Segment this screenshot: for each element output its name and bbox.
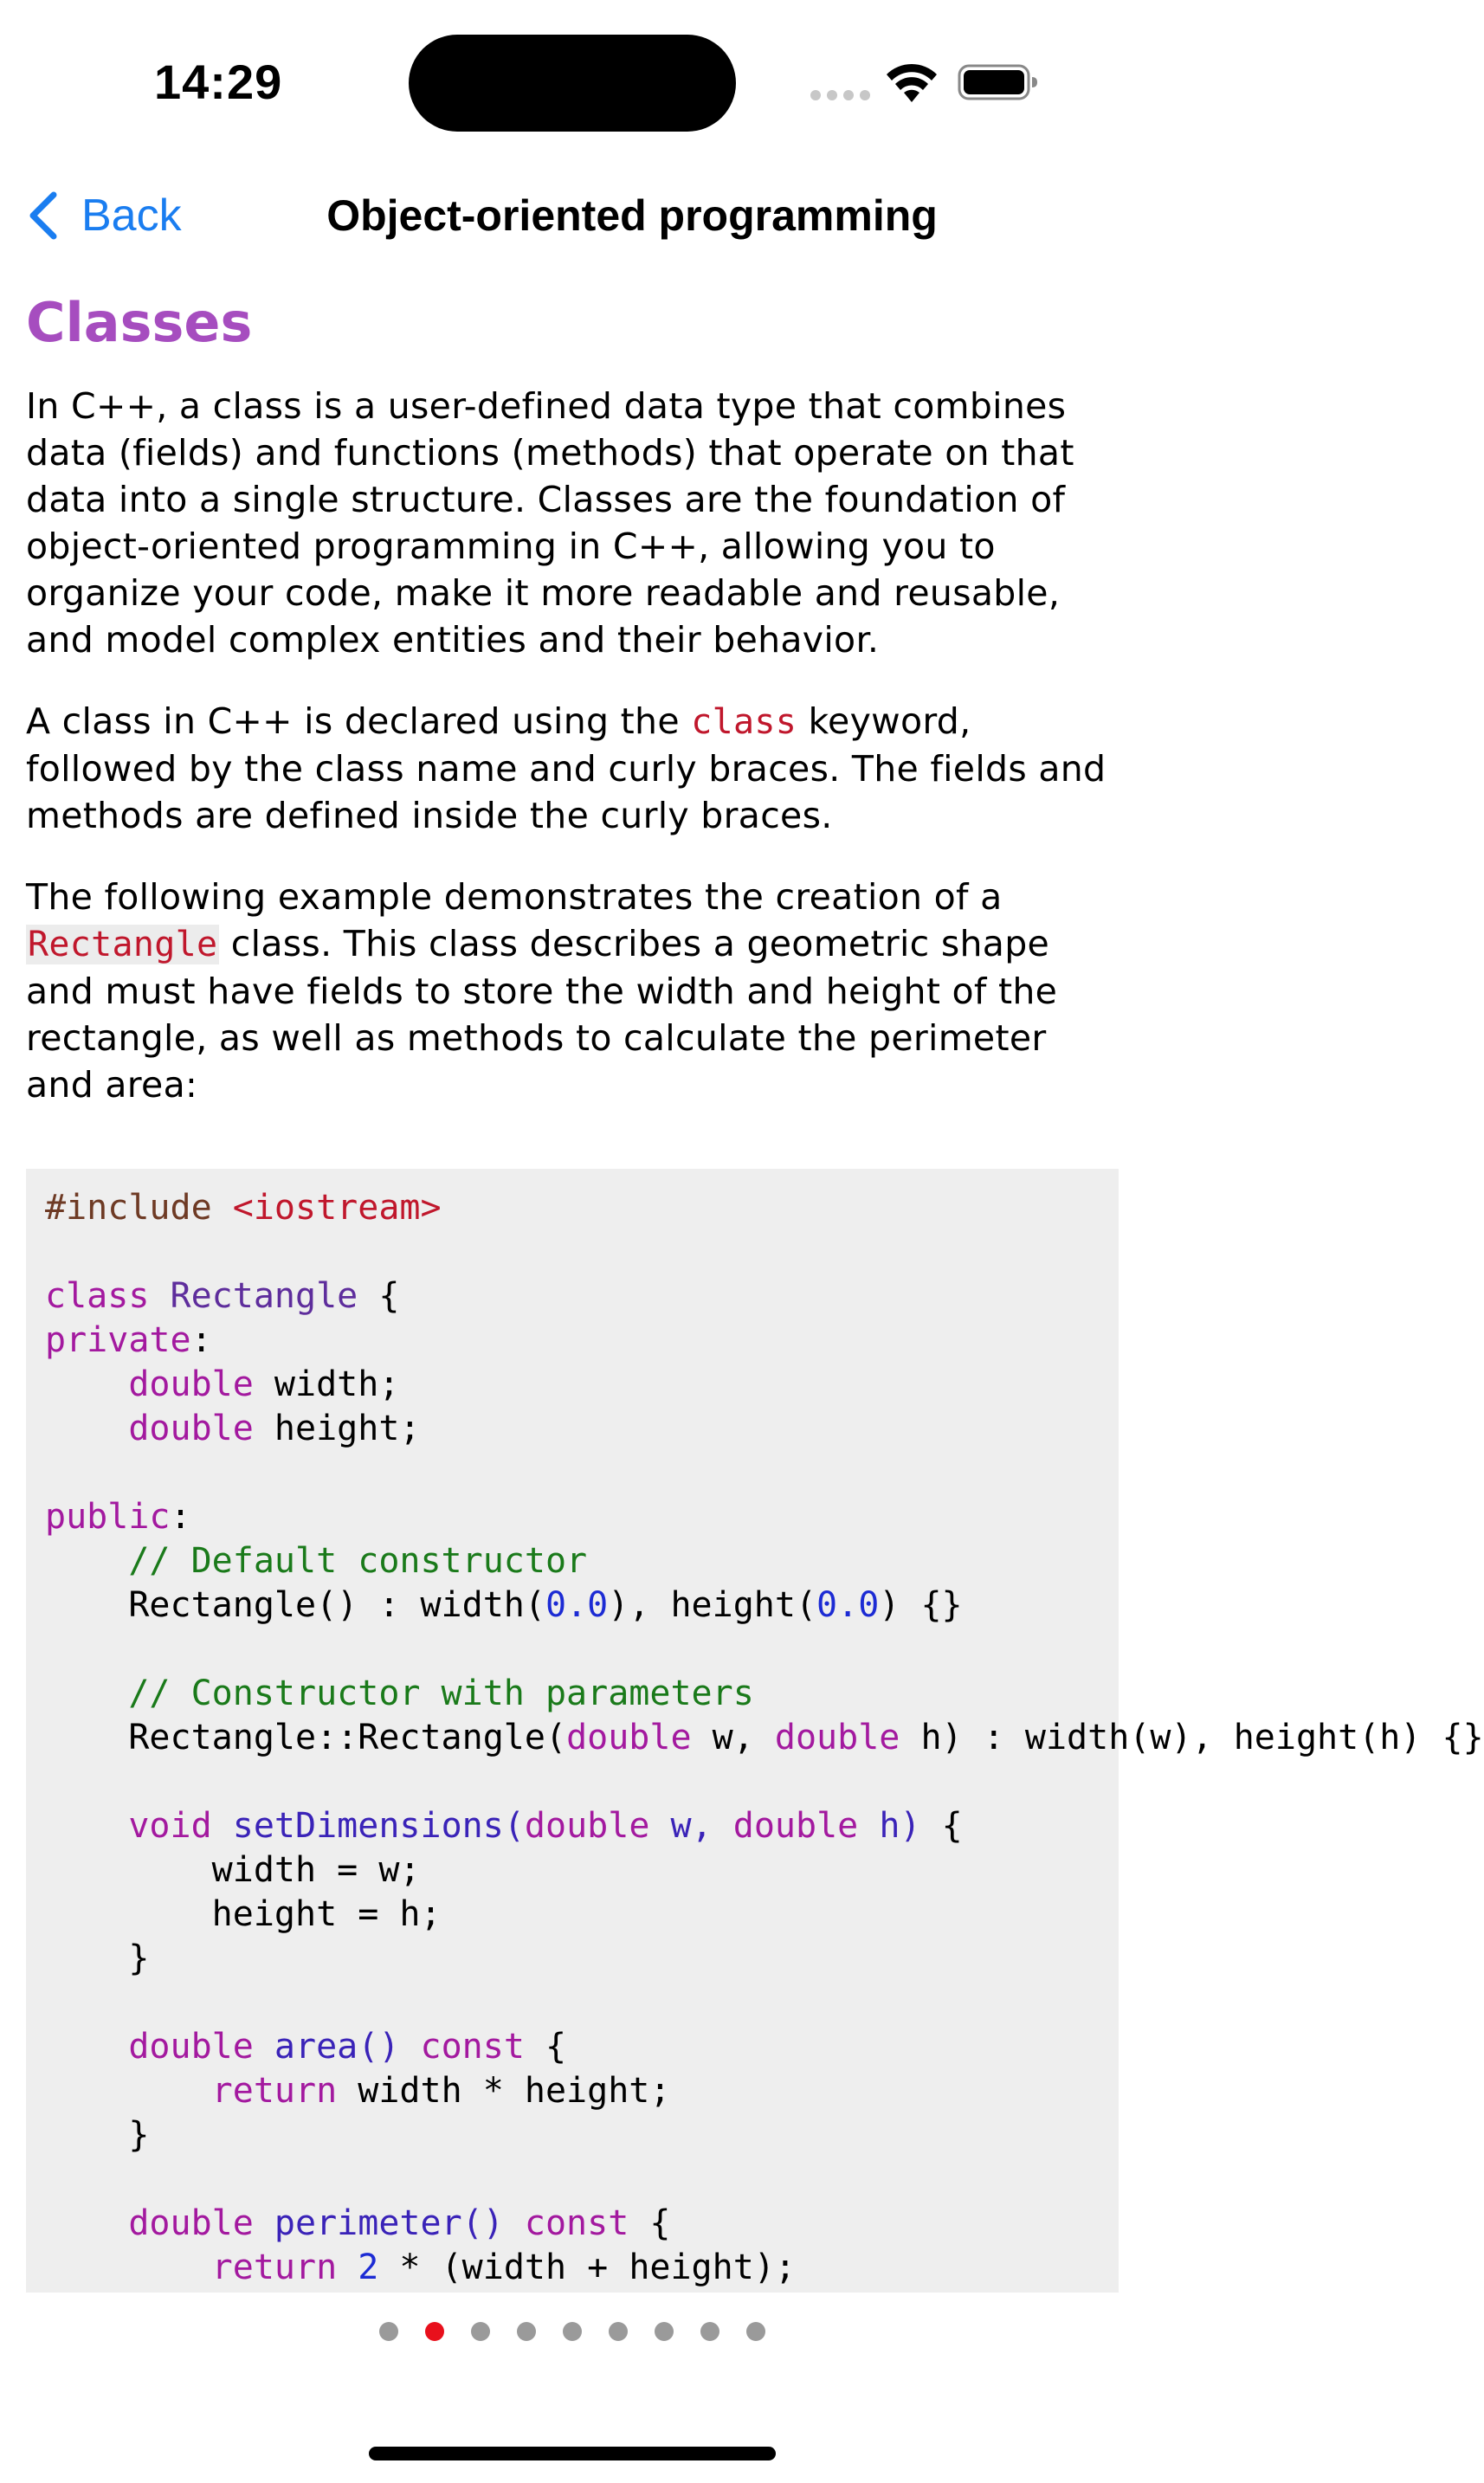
code-token: w, (691, 1718, 775, 1757)
code-token: { (524, 2027, 567, 2067)
dynamic-island (409, 35, 736, 132)
wifi-icon (885, 61, 939, 104)
code-token: #include (45, 1188, 233, 1228)
code-token: double (128, 2203, 274, 2243)
code-token: ), height( (608, 1585, 817, 1625)
code-token (45, 1674, 128, 1713)
code-listing (26, 1169, 1484, 2290)
code-line (45, 1674, 754, 1713)
paragraph-example (26, 874, 1119, 1108)
code-line (45, 1894, 442, 1934)
code-token (45, 1364, 128, 1404)
code-line (45, 2248, 796, 2287)
code-token: { (358, 1276, 400, 1316)
code-token: perimeter() (274, 2203, 504, 2243)
code-token: 0.0 (816, 1585, 880, 1625)
code-token: return (211, 2248, 358, 2287)
code-token: height = h; (45, 1894, 442, 1934)
code-line (45, 1541, 587, 1581)
paragraph-text: The following example demonstrates the creation of a (26, 875, 1003, 918)
page-dot[interactable] (655, 2322, 674, 2341)
code-token: } (45, 1938, 150, 1978)
code-line (45, 1409, 420, 1448)
code-line (45, 1276, 399, 1316)
page-dot[interactable] (609, 2322, 628, 2341)
code-token: double (128, 1409, 254, 1448)
code-line (45, 2027, 566, 2067)
code-token: return (211, 2071, 338, 2111)
code-token: height; (253, 1409, 421, 1448)
code-line (45, 1850, 420, 1890)
page-dot-active[interactable] (425, 2322, 444, 2341)
code-token: 2 (358, 2248, 379, 2287)
code-token: // Constructor with parameters (128, 1674, 754, 1713)
code-line (45, 2071, 670, 2111)
code-token: void (128, 1806, 233, 1846)
page-title: Object-oriented programming (326, 191, 938, 240)
code-token (45, 1806, 128, 1846)
code-token: const (399, 2027, 525, 2067)
code-line (45, 1364, 399, 1404)
code-line (45, 1497, 191, 1537)
code-token (45, 1409, 128, 1448)
code-token: Rectangle() : width( (45, 1585, 545, 1625)
status-time: 14:29 (154, 55, 283, 109)
code-token: Rectangle (170, 1276, 358, 1316)
page-dot[interactable] (379, 2322, 398, 2341)
code-line (45, 1938, 149, 1978)
code-line (45, 1585, 963, 1625)
code-token: width; (253, 1364, 400, 1404)
code-token: public (45, 1497, 171, 1537)
status-bar (0, 0, 1143, 164)
code-token: double (566, 1718, 692, 1757)
code-token: double (774, 1718, 900, 1757)
code-token (45, 1541, 128, 1581)
code-token: } (45, 2115, 150, 2155)
code-token: width * height; (337, 2071, 671, 2111)
navigation-bar (0, 164, 1143, 268)
paragraph-declaration (26, 698, 1119, 839)
code-token: double (732, 1806, 859, 1846)
page-dot[interactable] (563, 2322, 582, 2341)
paragraph-text: class. This class describes a geometric shape and must have fields to store the width and height of the rectangle, as well as methods to calculate the perimeter and area: (26, 922, 1058, 1106)
code-token (45, 2203, 128, 2243)
code-token: double (128, 1364, 254, 1404)
code-line (45, 2203, 670, 2243)
code-token: <iostream> (232, 1188, 442, 1228)
code-token: ) {} (879, 1585, 963, 1625)
code-token: private (45, 1320, 191, 1360)
page-dot[interactable] (746, 2322, 765, 2341)
code-line (45, 1718, 1484, 1757)
code-token: double (524, 1806, 650, 1846)
code-token: { (629, 2203, 671, 2243)
code-line (45, 1806, 963, 1846)
back-label: Back (81, 190, 182, 241)
code-token: * (width + height); (378, 2248, 796, 2287)
inline-code-class: class (691, 701, 797, 742)
code-line (45, 1320, 212, 1360)
page-dot[interactable] (517, 2322, 536, 2341)
code-token: setDimensions( (232, 1806, 525, 1846)
paragraph-text: keyword, followed by the class name and curly braces. The fields and methods are defined inside the curly braces. (26, 700, 1107, 836)
code-line (45, 2115, 149, 2155)
code-block[interactable] (26, 1169, 1484, 2293)
code-token: h) (858, 1806, 921, 1846)
code-line (45, 1188, 442, 1228)
page-dot[interactable] (700, 2322, 719, 2341)
code-token (45, 2071, 212, 2111)
article-content (26, 277, 1119, 1143)
section-heading: Classes (26, 291, 253, 354)
code-token: 0.0 (545, 1585, 609, 1625)
code-token: : (170, 1497, 191, 1537)
code-token: w, (649, 1806, 733, 1846)
paragraph-intro: In C++, a class is a user-defined data type that combines data (fields) and functions (methods) that operate on that data into a single structure. Classes are the foundation of object-oriented programming in C++, allowing you to organize your code, make it more readable and reusable, and model complex entities and their behavior. (26, 384, 1074, 661)
code-token: Rectangle::Rectangle( (45, 1718, 567, 1757)
cellular-signal-icon (810, 90, 871, 102)
code-token: : (190, 1320, 212, 1360)
code-token: // Default constructor (128, 1541, 588, 1581)
battery-icon (958, 64, 1039, 100)
code-token (45, 2248, 212, 2287)
code-token: class (45, 1276, 171, 1316)
code-token: h) : width(w), height(h) {} (900, 1718, 1484, 1757)
code-token (45, 2027, 128, 2067)
code-token: double (128, 2027, 274, 2067)
page-indicator[interactable] (0, 2322, 1143, 2343)
inline-code-rectangle: Rectangle (28, 924, 218, 964)
paragraph-text: A class in C++ is declared using the (26, 700, 692, 742)
code-token: const (503, 2203, 629, 2243)
home-indicator[interactable] (369, 2447, 776, 2460)
code-token: { (920, 1806, 963, 1846)
page-dot[interactable] (471, 2322, 490, 2341)
code-token: width = w; (45, 1850, 421, 1890)
code-token: area() (274, 2027, 400, 2067)
